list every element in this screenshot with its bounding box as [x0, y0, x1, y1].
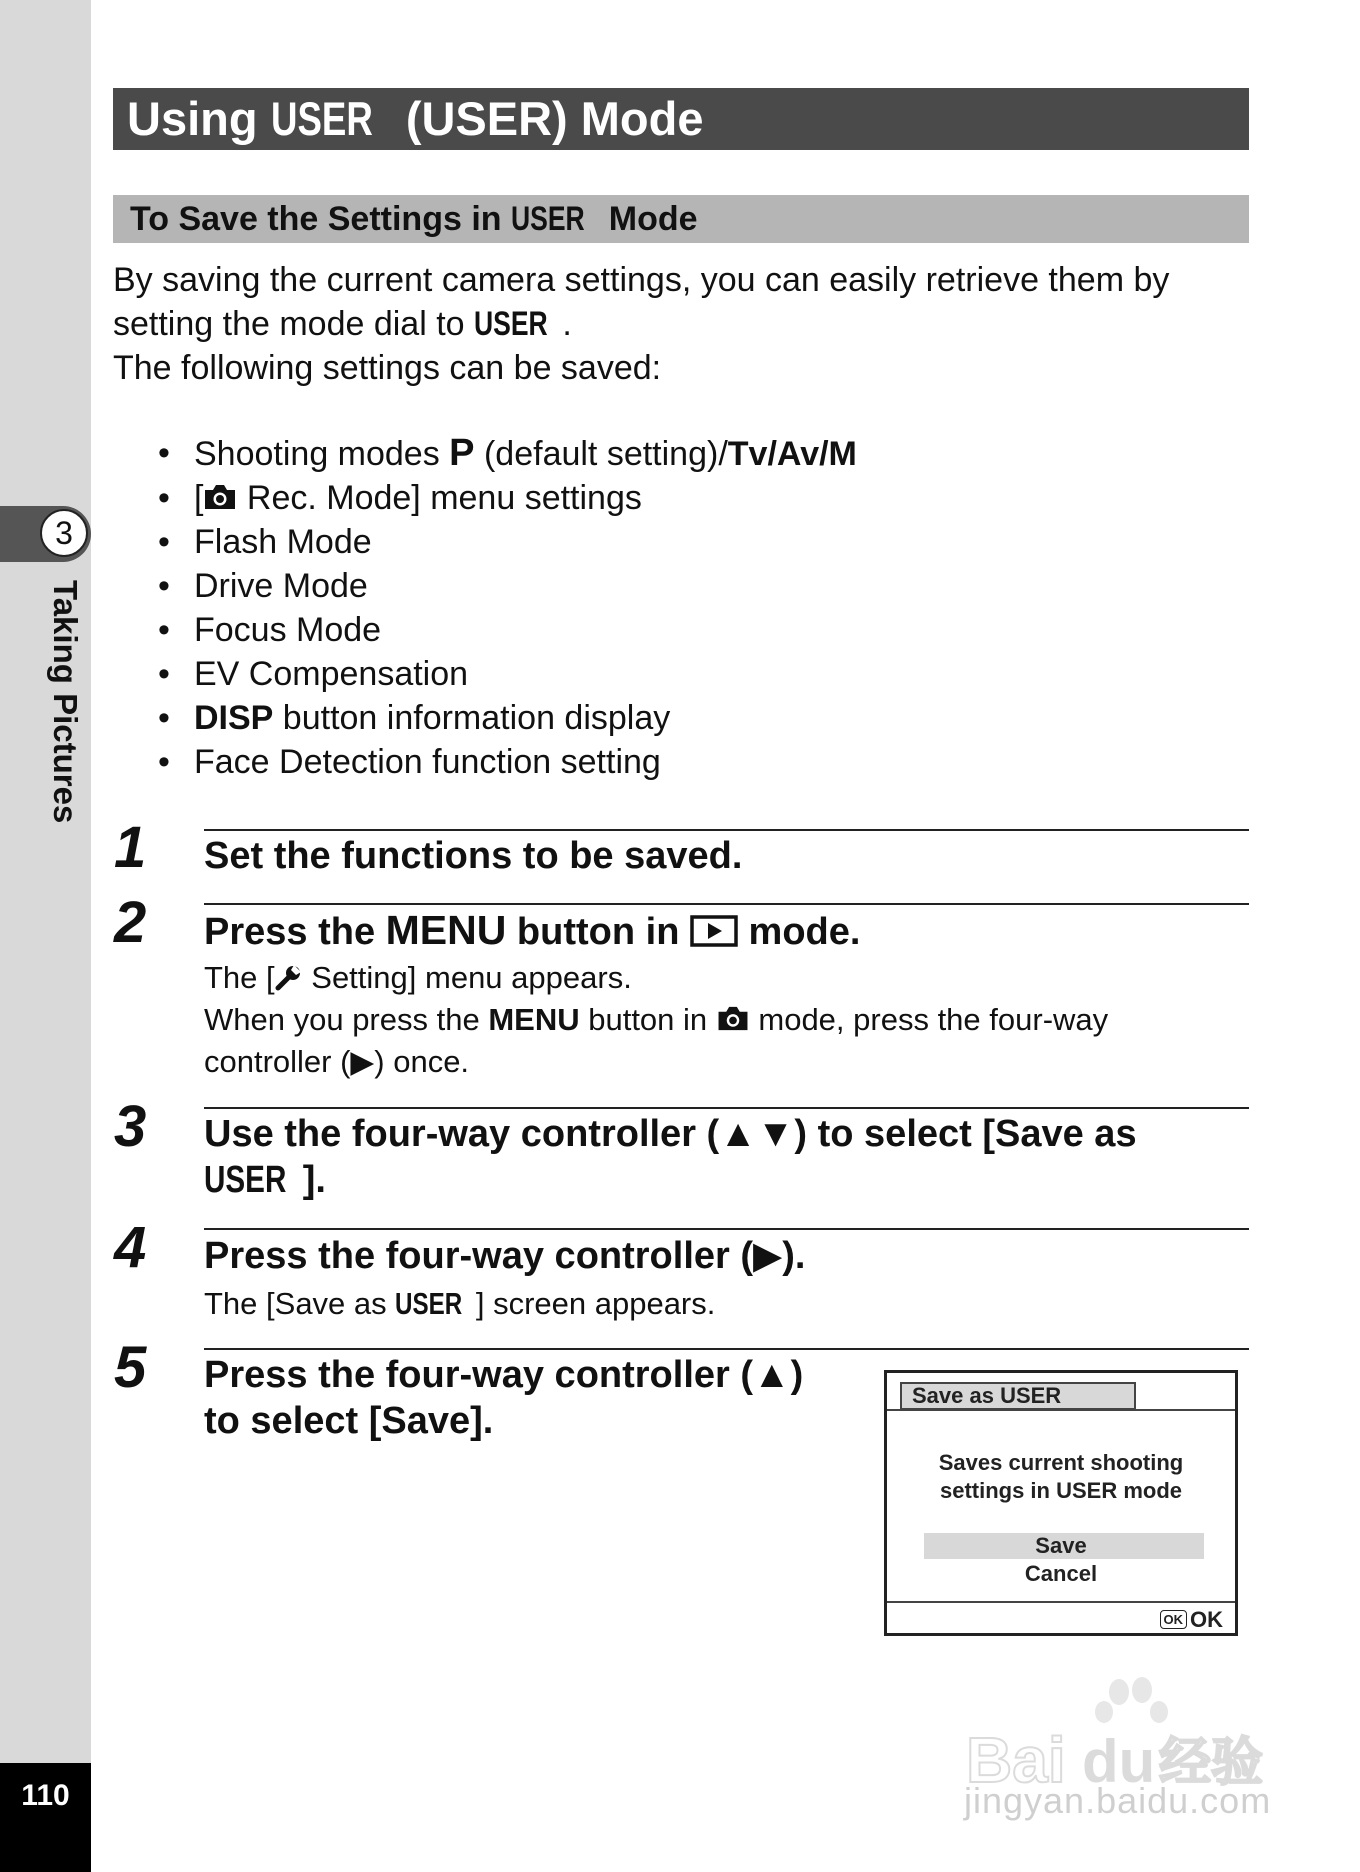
- step-heading: Set the functions to be saved.: [204, 835, 743, 877]
- step-heading: Press the MENU button in mode.: [204, 907, 861, 953]
- step-divider: [204, 1107, 1249, 1109]
- list-item: • DISP button information display: [158, 696, 857, 740]
- cancel-option[interactable]: Cancel: [1024, 1561, 1098, 1586]
- ok-hint: OK OK: [1160, 1607, 1224, 1633]
- screen-message: Saves current shooting settings in USER mode: [938, 1450, 1184, 1503]
- ok-button-icon: OK: [1160, 1610, 1188, 1629]
- step-number: 4: [114, 1215, 147, 1280]
- step-divider: [204, 1228, 1249, 1230]
- screen-divider: [887, 1601, 1235, 1603]
- step-number: 1: [114, 815, 147, 880]
- step-body: [204, 1283, 1254, 1325]
- save-as-user-screen: [884, 1370, 1238, 1636]
- step-heading: Press the four-way controller (▲) to select [Save].: [204, 1354, 804, 1442]
- step-divider: [204, 1348, 1249, 1350]
- screen-tab: Save as USER: [900, 1382, 1136, 1410]
- save-option[interactable]: Save: [1035, 1533, 1087, 1558]
- menu-key: MENU: [488, 1002, 580, 1037]
- step-body-line: controller (▶) once.: [204, 1044, 470, 1079]
- step-number: 3: [114, 1094, 147, 1159]
- watermark-url: jingyan.baidu.com: [964, 1780, 1272, 1821]
- page-number: 110: [21, 1779, 70, 1812]
- step-number: 5: [114, 1335, 147, 1400]
- side-bar: [0, 0, 91, 1872]
- step-body-line: The [ Setting] menu appears.: [204, 960, 632, 995]
- wrench-icon: [275, 960, 303, 995]
- list-item: • Face Detection function setting: [158, 740, 857, 784]
- list-item: • Flash Mode: [158, 520, 857, 564]
- svg-text:Bai: Bai: [966, 1724, 1066, 1796]
- page-title: Using USER (USER) Mode: [127, 90, 703, 148]
- intro-line: setting the mode dial to USER .: [113, 302, 1253, 346]
- camera-icon: [203, 479, 237, 517]
- intro-line: By saving the current camera settings, you can easily retrieve them by: [113, 261, 1170, 299]
- user-mode-icon: USER: [270, 92, 373, 145]
- step-divider: [204, 829, 1249, 831]
- intro-line: The following settings can be saved:: [113, 349, 662, 387]
- list-item: • Focus Mode: [158, 608, 857, 652]
- chapter-label: Taking Pictures: [47, 580, 84, 824]
- playback-icon: [690, 911, 738, 953]
- list-item: • [ Rec. Mode] menu settings: [158, 476, 857, 520]
- disp-key: DISP: [194, 699, 274, 737]
- list-item: • Drive Mode: [158, 564, 857, 608]
- saved-settings-list: [158, 431, 857, 784]
- svg-text:du: du: [1082, 1728, 1156, 1795]
- step-heading: Press the four-way controller (▶).: [204, 1235, 806, 1277]
- user-mode-icon: USER: [204, 1159, 287, 1201]
- intro-paragraph: [113, 258, 1253, 390]
- step-body-line: The [Save as USER ] screen appears.: [204, 1283, 1254, 1325]
- chapter-number: 3: [40, 509, 88, 557]
- user-mode-icon: USER: [474, 305, 548, 343]
- section-subtitle: To Save the Settings in USER Mode: [130, 200, 698, 238]
- screen-divider: [887, 1409, 1235, 1411]
- camera-icon: [716, 1002, 750, 1037]
- step-heading: Use the four-way controller (▲▼) to select [Save as USER ].: [204, 1113, 1137, 1201]
- step-body-line: When you press the MENU button in mode, press the four-way: [204, 1002, 1109, 1037]
- list-item: • EV Compensation: [158, 652, 857, 696]
- step-number: 2: [114, 890, 147, 955]
- step-divider: [204, 903, 1249, 905]
- list-item: • Shooting modes P (default setting)/Tv/Av/M: [158, 431, 857, 476]
- step-body: [204, 957, 1254, 1083]
- menu-key: MENU: [385, 907, 507, 953]
- user-mode-icon: USER: [511, 200, 585, 238]
- svg-text:经验: 经验: [1159, 1733, 1264, 1793]
- user-mode-icon: USER: [395, 1286, 463, 1321]
